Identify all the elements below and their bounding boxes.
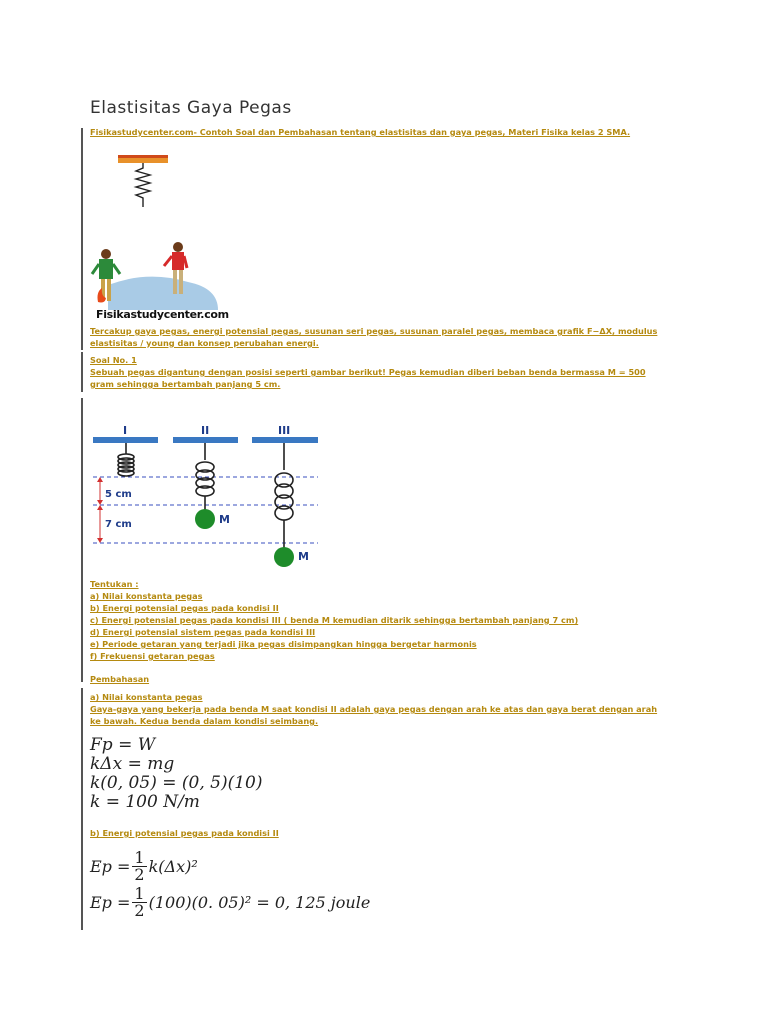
equation-rhs: k(Δx)² xyxy=(148,856,198,876)
tentukan-heading: Tentukan : xyxy=(90,579,139,589)
part-a-text-line: Gaya-gaya yang bekerja pada benda M saat kondisi II adalah gaya pegas dengan arah ke atas dan gaya berat dengan arah xyxy=(90,704,658,714)
soal-block[interactable] xyxy=(90,354,690,390)
mass-III xyxy=(274,547,294,567)
equation-line: k = 100 N/m xyxy=(90,792,200,812)
mass-label-II: M xyxy=(219,513,230,526)
label-III: III xyxy=(278,424,291,437)
equation-lhs: Ep = xyxy=(90,856,131,876)
equation-line: Fp = W xyxy=(90,735,156,755)
fraction xyxy=(132,883,146,920)
intro-text[interactable]: Fisikastudycenter.com- Contoh Soal dan Pembahasan tentang elastisitas dan gaya pegas, Materi Fisika kelas 2 SMA. xyxy=(90,127,631,137)
tentukan-item: f) Frekuensi getaran pegas xyxy=(90,651,215,661)
equation-line xyxy=(90,848,370,884)
left-rule xyxy=(81,352,83,392)
coverage-text[interactable] xyxy=(90,325,690,349)
tentukan-item: b) Energi potensial pegas pada kondisi II xyxy=(90,603,279,613)
mass-II xyxy=(195,509,215,529)
soal-heading: Soal No. 1 xyxy=(90,355,137,365)
fraction-numerator: 1 xyxy=(134,883,145,903)
label-II: II xyxy=(201,424,210,437)
fraction xyxy=(132,847,146,884)
logo-text: Fisikastudycenter.com xyxy=(96,308,229,321)
left-rule xyxy=(81,688,83,930)
soal-text-line: gram sehingga bertambah panjang 5 cm. xyxy=(90,379,281,389)
equations-part-a xyxy=(90,736,262,812)
part-a-block[interactable] xyxy=(90,691,690,727)
spring-diagram xyxy=(88,420,328,575)
left-rule xyxy=(81,398,83,682)
equation-line xyxy=(90,884,370,920)
part-b-heading[interactable]: b) Energi potensial pegas pada kondisi II xyxy=(90,828,279,838)
part-a-heading: a) Nilai konstanta pegas xyxy=(90,692,203,702)
coverage-line: Tercakup gaya pegas, energi potensial pegas, susunan seri pegas, susunan paralel pegas, membaca grafik F−ΔX, modulus xyxy=(90,326,658,336)
equation-rhs: (100)(0. 05)² = 0, 125 joule xyxy=(148,892,371,912)
label-I: I xyxy=(123,424,128,437)
equation-line: kΔx = mg xyxy=(90,754,175,774)
spring-I xyxy=(118,443,134,476)
tentukan-item: a) Nilai konstanta pegas xyxy=(90,591,203,601)
part-a-text-line: ke bawah. Kedua benda dalam kondisi seimbang. xyxy=(90,716,319,726)
soal-text-line: Sebuah pegas digantung dengan posisi seperti gambar berikut! Pegas kemudian diberi beban benda bermassa M = 500 xyxy=(90,367,646,377)
fraction-denominator: 2 xyxy=(134,900,145,920)
equation-lhs: Ep = xyxy=(90,892,131,912)
support-bar-2 xyxy=(173,437,238,443)
dimension-5cm: 5 cm xyxy=(105,489,132,500)
spring-II xyxy=(196,443,214,510)
fraction-numerator: 1 xyxy=(134,847,145,867)
fraction-denominator: 2 xyxy=(134,864,145,884)
page-title: Elastisitas Gaya Pegas xyxy=(90,98,292,118)
spring-III xyxy=(275,443,293,548)
tentukan-item: e) Periode getaran yang terjadi jika pegas disimpangkan hingga bergetar harmonis xyxy=(90,639,477,649)
tentukan-item: d) Energi potensial sistem pegas pada kondisi III xyxy=(90,627,316,637)
dimension-7cm: 7 cm xyxy=(105,519,132,530)
equation-line: k(0, 05) = (0, 5)(10) xyxy=(90,773,263,793)
tentukan-item: c) Energi potensial pegas pada kondisi III ( benda M kemudian ditarik sehingga bertambah panjang 7 cm) xyxy=(90,615,579,625)
mass-label-III: M xyxy=(298,550,309,563)
tentukan-block[interactable] xyxy=(90,578,690,662)
spring-animation-icon xyxy=(118,155,168,211)
support-bar-3 xyxy=(252,437,318,443)
support-bar-1 xyxy=(93,437,158,443)
left-rule xyxy=(81,128,83,350)
pembahasan-heading[interactable]: Pembahasan xyxy=(90,674,150,684)
equations-part-b xyxy=(90,848,370,920)
coverage-line: elastisitas / young dan konsep perubahan energi. xyxy=(90,338,319,348)
